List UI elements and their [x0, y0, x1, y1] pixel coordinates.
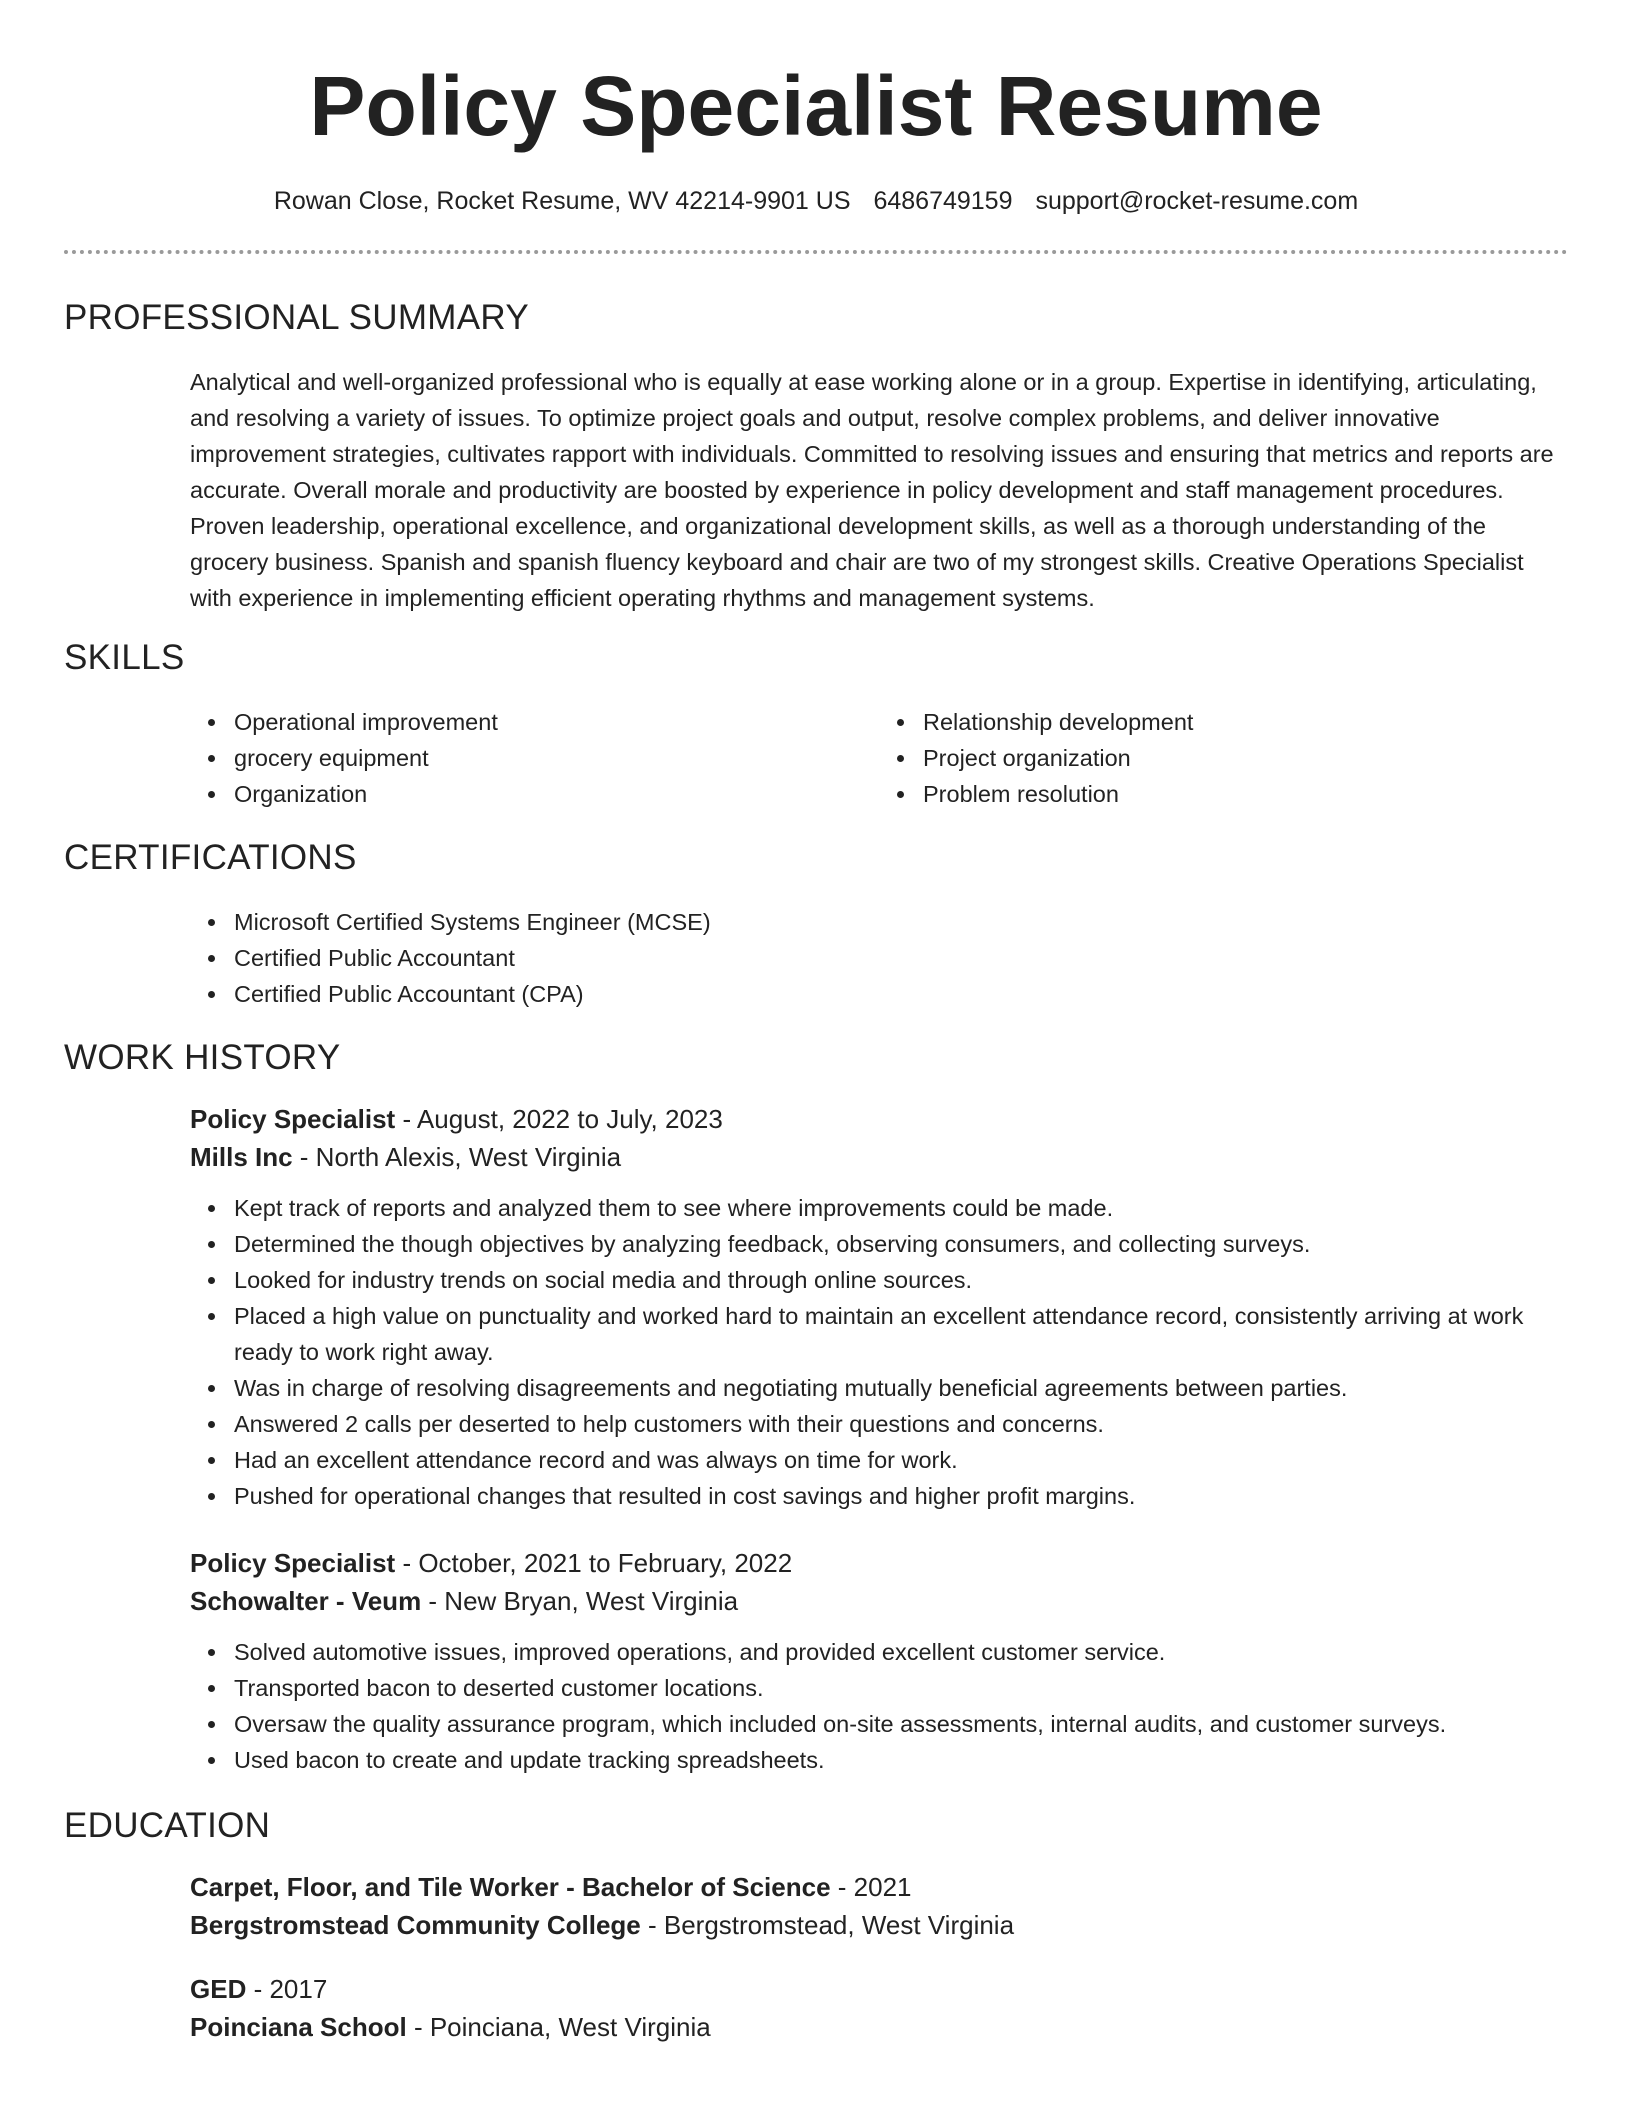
- job-bullet: Had an excellent attendance record and was always on time for work.: [234, 1442, 1568, 1478]
- education-year: - 2017: [246, 1974, 328, 2004]
- job-title: Policy Specialist: [190, 1548, 396, 1578]
- education-year: - 2021: [830, 1872, 912, 1902]
- education-school-line: [190, 1906, 1568, 1944]
- job-bullet: Determined the though objectives by analyzing feedback, observing consumers, and collecting surveys.: [234, 1226, 1568, 1262]
- education-degree: GED: [190, 1974, 247, 2004]
- skills-list-left: [190, 704, 879, 812]
- job-dates: - October, 2021 to February, 2022: [395, 1548, 793, 1578]
- job-bullet: Pushed for operational changes that resulted in cost savings and higher profit margins.: [234, 1478, 1568, 1514]
- education-entry: [190, 1970, 1568, 2046]
- summary-section: [190, 364, 1568, 616]
- certification-item: Microsoft Certified Systems Engineer (MCSE): [234, 904, 1568, 940]
- education-section: [190, 1868, 1568, 2046]
- job-bullet: Used bacon to create and update tracking spreadsheets.: [234, 1742, 1568, 1778]
- job-bullet: Looked for industry trends on social media and through online sources.: [234, 1262, 1568, 1298]
- certifications-section: [190, 904, 1568, 1012]
- section-title-summary: PROFESSIONAL SUMMARY: [64, 298, 529, 337]
- job-company: Schowalter - Veum: [190, 1586, 422, 1616]
- job-bullet: Was in charge of resolving disagreements and negotiating mutually beneficial agreements between parties.: [234, 1370, 1568, 1406]
- job-bullet: Solved automotive issues, improved operations, and provided excellent customer service.: [234, 1634, 1568, 1670]
- section-title-skills: SKILLS: [64, 638, 185, 677]
- section-title-certifications: CERTIFICATIONS: [64, 838, 357, 877]
- education-school: Bergstromstead Community College: [190, 1910, 641, 1940]
- job-company-line: [190, 1582, 1568, 1620]
- skill-item: Operational improvement: [234, 704, 879, 740]
- education-degree: Carpet, Floor, and Tile Worker - Bachelor of Science: [190, 1872, 831, 1902]
- job-location: - North Alexis, West Virginia: [292, 1142, 622, 1172]
- skill-item: Organization: [234, 776, 879, 812]
- section-title-education: EDUCATION: [64, 1806, 271, 1845]
- education-entry: [190, 1868, 1568, 1944]
- education-school-line: [190, 2008, 1568, 2046]
- section-title-work-history: WORK HISTORY: [64, 1038, 341, 1077]
- job-entry: [190, 1100, 1568, 1514]
- skill-item: Relationship development: [923, 704, 1568, 740]
- certification-item: Certified Public Accountant: [234, 940, 1568, 976]
- job-title-line: [190, 1100, 1568, 1138]
- job-bullet: Kept track of reports and analyzed them to see where improvements could be made.: [234, 1190, 1568, 1226]
- contact-line: [64, 184, 1568, 218]
- header-divider: [64, 250, 1568, 254]
- job-company: Mills Inc: [190, 1142, 293, 1172]
- contact-address: Rowan Close, Rocket Resume, WV 42214-9901 US: [273, 187, 851, 215]
- certifications-list: [190, 904, 1568, 1012]
- skill-item: Problem resolution: [923, 776, 1568, 812]
- job-dates: - August, 2022 to July, 2023: [395, 1104, 723, 1134]
- contact-phone: 6486749159: [873, 187, 1013, 215]
- job-bullet: Transported bacon to deserted customer locations.: [234, 1670, 1568, 1706]
- skill-item: grocery equipment: [234, 740, 879, 776]
- skills-grid: [190, 704, 1568, 812]
- skills-list-right: [879, 704, 1568, 812]
- job-bullet: Answered 2 calls per deserted to help customers with their questions and concerns.: [234, 1406, 1568, 1442]
- resume-title: Policy Specialist Resume: [309, 59, 1323, 153]
- job-entry: [190, 1544, 1568, 1778]
- skill-item: Project organization: [923, 740, 1568, 776]
- job-title: Policy Specialist: [190, 1104, 396, 1134]
- skills-section: [190, 704, 1568, 812]
- job-bullet: Oversaw the quality assurance program, which included on-site assessments, internal audits, and customer surveys.: [234, 1706, 1568, 1742]
- education-location: - Bergstromstead, West Virginia: [640, 1910, 1015, 1940]
- contact-email: support@rocket-resume.com: [1035, 187, 1359, 215]
- work-history-section: [190, 1100, 1568, 1778]
- job-bullet: Placed a high value on punctuality and worked hard to maintain an excellent attendance record, consistently arriving at work ready to work right away.: [234, 1298, 1568, 1370]
- job-location: - New Bryan, West Virginia: [421, 1586, 739, 1616]
- education-location: - Poinciana, West Virginia: [406, 2012, 711, 2042]
- job-bullets: [190, 1190, 1568, 1514]
- job-bullets: [190, 1634, 1568, 1778]
- job-title-line: [190, 1544, 1568, 1582]
- job-company-line: [190, 1138, 1568, 1176]
- education-degree-line: [190, 1970, 1568, 2008]
- certification-item: Certified Public Accountant (CPA): [234, 976, 1568, 1012]
- summary-text: Analytical and well-organized professional who is equally at ease working alone or in a group. Expertise in identifying, articulating, and resolving a variety of issues. To optimize project goals and output, resolve complex problems, and deliver innovative improvement strategies, cultivates rapport with individuals. Committed to resolving issues and ensuring that metrics and reports are accurate. Overall morale and productivity are boosted by experience in policy development and staff management procedures. Proven leadership, operational excellence, and organizational development skills, as well as a thorough understanding of the grocery business. Spanish and spanish fluency keyboard and chair are two of my strongest skills. Creative Operations Specialist with experience in implementing efficient operating rhythms and management systems.: [190, 369, 1554, 611]
- education-degree-line: [190, 1868, 1568, 1906]
- education-school: Poinciana School: [190, 2012, 407, 2042]
